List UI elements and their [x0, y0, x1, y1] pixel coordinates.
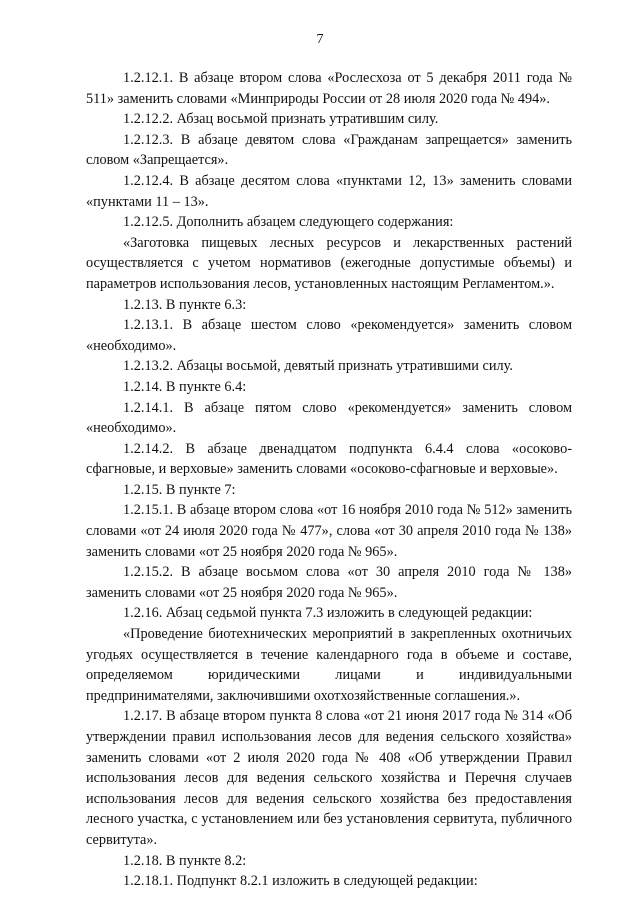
quoted-paragraph-forest-resources: «Заготовка пищевых лесных ресурсов и лекарственных растений осуществляется с учетом нормативов (ежегодные допустимые объемы) и параметров использования лесов, установленных настоящим Регламентом.».	[86, 234, 572, 292]
paragraph-1-2-15: 1.2.15. В пункте 7:	[123, 481, 236, 498]
paragraph-1-2-14-2: 1.2.14.2. В абзаце двенадцатом подпункта 6.4.4 слова «осоково-сфагновые, и верховые» заменить словами «осоково-сфагновые и верховые».	[86, 440, 572, 478]
quoted-paragraph-biotechnical: «Проведение биотехнических мероприятий в закрепленных охотничьих угодьях осуществляется в течение календарного года в объеме и составе, определяемом юридическими лицами и индивидуальными предпринимателями, заключившими охотхозяйственные соглашения.».	[86, 626, 572, 704]
paragraph-1-2-12-4: 1.2.12.4. В абзаце десятом слова «пунктами 12, 13» заменить словами «пунктами 11 – 13».	[86, 172, 572, 210]
paragraph-1-2-13-2: 1.2.13.2. Абзацы восьмой, девятый признать утратившими силу.	[123, 358, 513, 375]
paragraph-1-2-14-1: 1.2.14.1. В абзаце пятом слово «рекомендуется» заменить словом «необходимо».	[86, 399, 572, 437]
paragraph-1-2-17: 1.2.17. В абзаце втором пункта 8 слова «от 21 июня 2017 года № 314 «Об утверждении правил использования лесов для ведения сельского хозяйства» заменить словами «от 2 июля 2020 года № 408 «Об утверждении Правил использования лесов для ведения сельского хозяйства и Перечня случаев использования лесов для ведения сельского хозяйства без предоставления лесного участка, с установлением или без установления сервитута, публичного сервитута».	[86, 708, 572, 848]
document-body	[86, 68, 572, 892]
paragraph-1-2-16: 1.2.16. Абзац седьмой пункта 7.3 изложить в следующей редакции:	[123, 605, 533, 622]
paragraph-1-2-14: 1.2.14. В пункте 6.4:	[123, 378, 247, 395]
paragraph-1-2-12-3: 1.2.12.3. В абзаце девятом слова «Гражданам запрещается» заменить словом «Запрещается».	[86, 131, 572, 169]
paragraph-1-2-12-1: 1.2.12.1. В абзаце втором слова «Рослесхоза от 5 декабря 2011 года № 511» заменить словами «Минприроды России от 28 июля 2020 года № 494».	[86, 70, 572, 107]
paragraph-1-2-12-2: 1.2.12.2. Абзац восьмой признать утратившим силу.	[123, 111, 439, 128]
paragraph-1-2-18: 1.2.18. В пункте 8.2:	[123, 852, 247, 869]
paragraph-1-2-13: 1.2.13. В пункте 6.3:	[123, 296, 247, 313]
page-number: 7	[316, 32, 324, 47]
paragraph-1-2-15-1: 1.2.15.1. В абзаце втором слова «от 16 ноября 2010 года № 512» заменить словами «от 24 июля 2020 года № 477», слова «от 30 апреля 2010 года № 138» заменить словами «от 25 ноября 2020 года № 965».	[86, 502, 572, 560]
paragraph-1-2-15-2: 1.2.15.2. В абзаце восьмом слова «от 30 апреля 2010 года № 138» заменить словами «от 25 ноября 2020 года № 965».	[86, 564, 572, 601]
paragraph-1-2-12-5: 1.2.12.5. Дополнить абзацем следующего содержания:	[123, 214, 454, 231]
paragraph-1-2-18-1: 1.2.18.1. Подпункт 8.2.1 изложить в следующей редакции:	[123, 873, 478, 890]
paragraph-1-2-13-1: 1.2.13.1. В абзаце шестом слово «рекомендуется» заменить словом «необходимо».	[86, 317, 572, 354]
